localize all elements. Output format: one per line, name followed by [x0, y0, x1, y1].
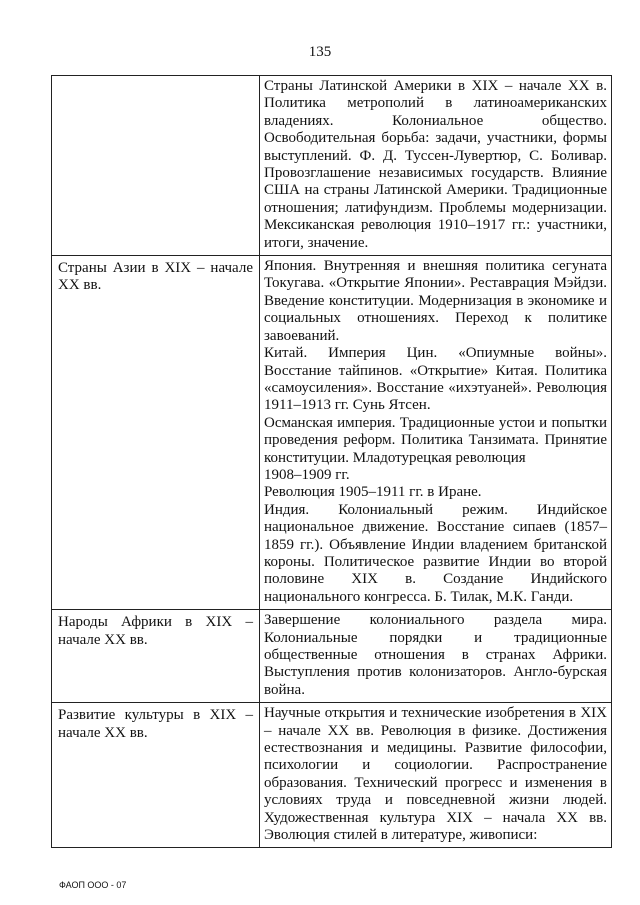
topic-cell: Страны Азии в XIX – начале XX вв.: [52, 256, 260, 610]
content-cell: [260, 76, 612, 256]
content-paragraph: Страны Латинской Америки в XIX – начале XX в. Политика метрополий в латиноамериканских владениях. Колониальное общество. Освободительная борьба: задачи, участники, формы выступлений. Ф. Д. Туссен-Лувертюр, С. Боливар. Провозглашение независимых государств. Влияние США на страны Латинской Америки. Традиционные отношения; латифундизм. Проблемы модернизации. Мексиканская революция 1910–1917 гг.: участники, итоги, значение.: [264, 78, 607, 251]
document-footer: ФАОП ООО - 07: [59, 880, 127, 890]
page-number: 135: [308, 44, 332, 60]
table-row: [52, 703, 612, 848]
content-paragraph: Завершение колониального раздела мира. Колониальные порядки и традиционные общественные отношения в странах Африки. Выступления против колонизаторов. Англо-бурская война.: [264, 612, 607, 698]
content-paragraph: Революция 1905–1911 гг. в Иране.: [264, 484, 482, 501]
topic-cell: Развитие культуры в XIX – начале XX вв.: [52, 703, 260, 848]
content-paragraph: 1908–1909 гг.: [264, 466, 350, 483]
content-cell: [260, 703, 612, 848]
content-cell: [260, 256, 612, 610]
table-row: [52, 76, 612, 256]
table-row: [52, 610, 612, 703]
content-cell: [260, 610, 612, 703]
topic-cell: [52, 76, 260, 256]
content-paragraph: Китай. Империя Цин. «Опиумные войны». Восстание тайпинов. «Открытие» Китая. Политика «самоусиления». Восстание «ихэтуаней». Революция 1911–1913 гг. Сунь Ятсен.: [264, 345, 607, 414]
content-paragraph: Османская империя. Традиционные устои и попытки проведения реформ. Политика Танзимата. Принятие конституции. Младотурецкая революция: [264, 414, 607, 466]
topic-cell: Народы Африки в XIX – начале XX вв.: [52, 610, 260, 703]
curriculum-table: [51, 75, 612, 848]
content-paragraph: Научные открытия и технические изобретения в XIX – начале XX вв. Революция в физике. Достижения естествознания и медицины. Развитие философии, психологии и социологии. Распространение образования. Технический прогресс и изменения в условиях труда и повседневной жизни людей. Художественная культура XIX – начала XX вв. Эволюция стилей в литературе, живописи:: [264, 705, 607, 844]
content-paragraph: Индия. Колониальный режим. Индийское национальное движение. Восстание сипаев (1857–1859 гг.). Объявление Индии владением британской короны. Политическое развитие Индии во второй половине XIX в. Создание Индийского национального конгресса. Б. Тилак, М.К. Ганди.: [264, 501, 607, 605]
table-row: [52, 256, 612, 610]
content-paragraph: Япония. Внутренняя и внешняя политика сегуната Токугава. «Открытие Японии». Реставрация Мэйдзи. Введение конституции. Модернизация в экономике и социальных отношениях. Переход к политике завоеваний.: [264, 258, 607, 344]
